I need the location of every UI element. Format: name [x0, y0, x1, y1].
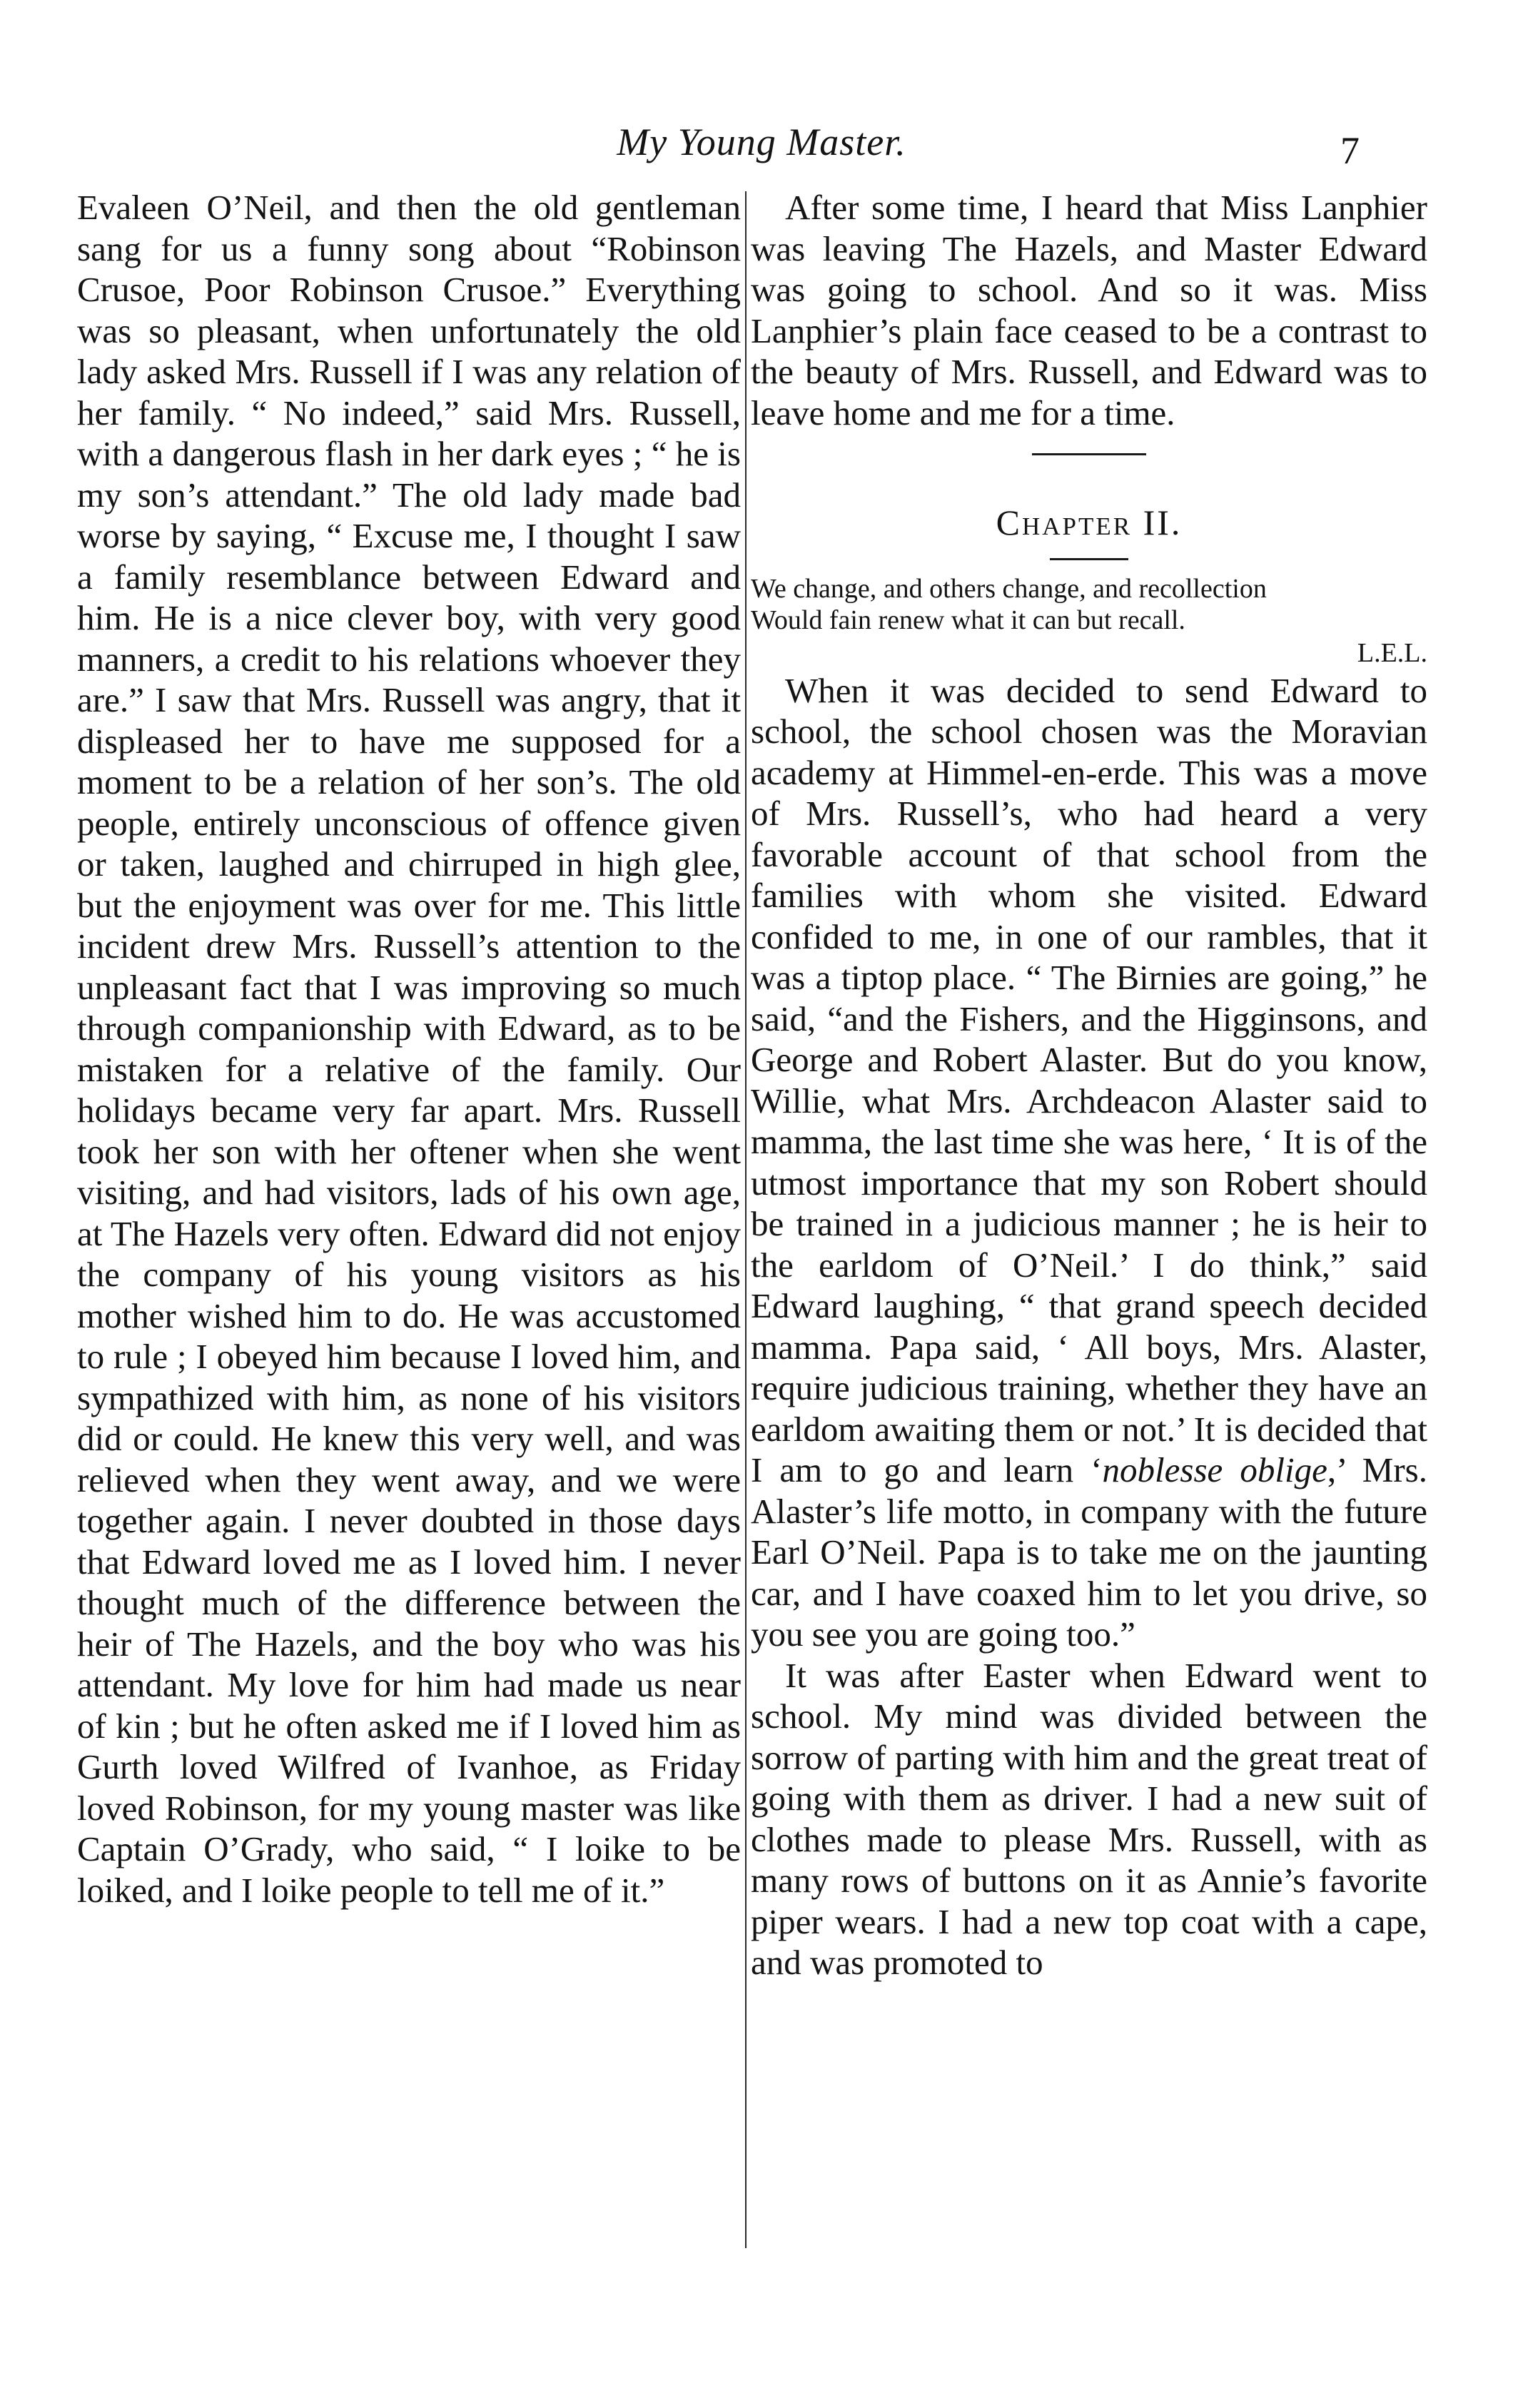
paragraph-text: ,’ Mrs. Alaster’s life motto, in company with the future Earl O’Neil. Papa is to take me on the jaunting car, and I have coaxed him to let you drive, so you see you are going too.” — [751, 1450, 1427, 1654]
epigraph-attribution: L.E.L. — [1357, 637, 1427, 668]
page-number: 7 — [1340, 129, 1360, 172]
chapter-heading — [751, 502, 1427, 544]
paragraph-school-decision — [751, 670, 1427, 1655]
right-column-opening-paragraph: After some time, I heard that Miss Lanphier was leaving The Hazels, and Master Edward was going to school. And so it was. Miss Lanphier’s plain face ceased to be a contrast to the beauty of Mrs. Russell, and Edward was to leave home and me for a time. — [751, 188, 1427, 432]
paragraph-easter: It was after Easter when Edward went to school. My mind was divided between the sorrow of parting with him and the great treat of going with them as driver. I had a new suit of clothes made to please Mrs. Russell, with as many rows of buttons on it as Annie’s favorite piper wears. I had a new top coat with a cape, and was promoted to — [751, 1655, 1427, 1982]
epigraph-line-2: Would fain renew what it can but recall. — [751, 604, 1185, 635]
paragraph-text: When it was decided to send Edward to school, the school chosen was the Moravian academy at Himmel-en-erde. This was a move of Mrs. Russell’s, who had heard a very favorable account of that school from the families with whom she visited. Edward confided to me, in one of our rambles, that it was a tiptop place. “ The Birnies are going,” he said, “and the Fishers, and the Higginsons, and George and Robert Alaster. But do you know, Willie, what Mrs. Archdeacon Alaster said to mamma, the last time she was here, ‘ It is of the utmost importance that my son Robert should be trained in a judicious manner ; he is heir to the earldom of O’Neil.’ I do think,” said Edward laughing, “ that grand speech decided mamma. Papa said, ‘ All boys, Mrs. Alaster, require judicious training, whether they have an earldom awaiting them or not.’ It is decided that I am to go and learn ‘ — [751, 670, 1427, 1489]
italic-phrase: noblesse oblige — [1102, 1450, 1327, 1489]
chapter-rule — [1050, 558, 1128, 560]
left-column — [77, 187, 741, 1911]
running-title: My Young Master. — [617, 121, 906, 163]
left-column-paragraph: Evaleen O’Neil, and then the old gentleman sang for us a funny song about “Robinson Crusoe, Poor Robinson Crusoe.” Everything was so pleasant, when unfortunately the old lady asked Mrs. Russell if I was any relation of her family. “ No indeed,” said Mrs. Russell, with a dangerous flash in her dark eyes ; “ he is my son’s attendant.” The old lady made bad worse by saying, “ Excuse me, I thought I saw a family resemblance between Edward and him. He is a nice clever boy, with very good manners, a credit to his relations whoever they are.” I saw that Mrs. Russell was angry, that it displeased her to have me supposed for a moment to be a relation of her son’s. The old people, entirely unconscious of offence given or taken, laughed and chirruped in high glee, but the enjoyment was over for me. This little incident drew Mrs. Russell’s attention to the unpleasant fact that I was improving so much through companionship with Edward, as to be mistaken for a relative of the family. Our holidays became very far apart. Mrs. Russell took her son with her oftener when she went visiting, and had visitors, lads of his own age, at The Hazels very often. Edward did not enjoy the company of his young visitors as his mother wished him to do. He was accustomed to rule ; I obeyed him because I loved him, and sympathized with him, as none of his visitors did or could. He knew this very well, and was relieved when they went away, and we were together again. I never doubted in those days that Edward loved me as I loved him. I never thought much of the difference between the heir of The Hazels, and the boy who was his attendant. My love for him had made us near of kin ; but he often asked me if I loved him as Gurth loved Wilfred of Ivanhoe, as Friday loved Robinson, for my young master was like Captain O’Grady, who said, “ I loike to be loiked, and I loike people to tell me of it.” — [77, 188, 741, 1910]
right-column — [751, 187, 1427, 1983]
column-divider — [745, 191, 747, 2248]
epigraph-line-1: We change, and others change, and recollection — [751, 573, 1267, 604]
chapter-heading-text: Chapter II. — [996, 502, 1183, 542]
section-rule — [1032, 453, 1146, 455]
